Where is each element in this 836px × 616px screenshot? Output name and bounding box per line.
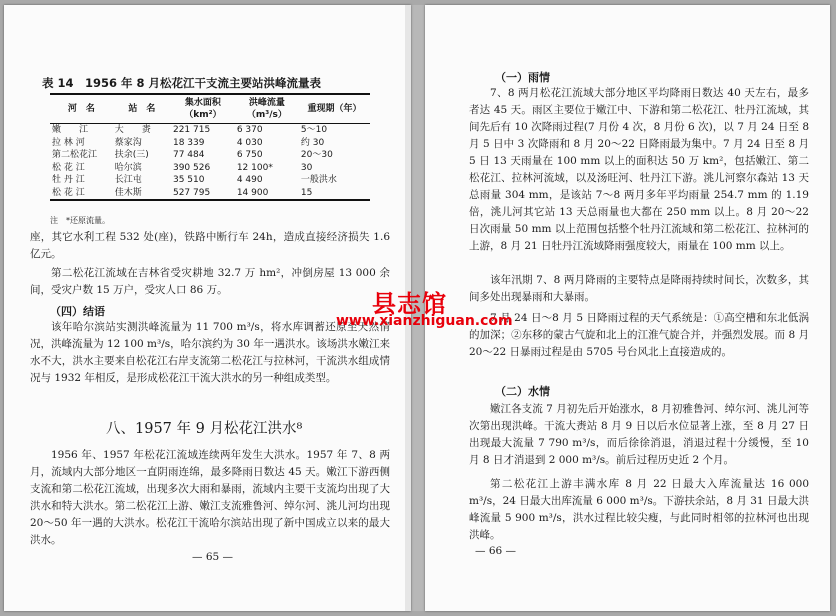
page-number: — 65 —: [192, 551, 234, 563]
table-cell: 77 484: [172, 150, 205, 160]
table-cell: 6 370: [236, 125, 263, 135]
table-cell: 约 30: [300, 137, 325, 148]
col-header: 重现期（年）: [299, 94, 370, 124]
section-heading: （四）结语: [50, 305, 105, 318]
table-cell: 蔡家沟: [114, 137, 142, 148]
table-cell: 527 795: [171, 187, 235, 201]
table-cell: 拉 林 河: [52, 137, 85, 148]
section-heading: （一）雨情: [495, 71, 550, 84]
body-paragraph: 座，其它水利工程 532 处(座)，铁路中断行车 24h，造成直接经济损失 1.6 亿元。: [30, 231, 390, 260]
body-paragraph: 该年哈尔滨站实测洪峰流量为 11 700 m³/s，将水库调蓄还原至天然情况，洪峰流量为 12 100 m³/s，哈尔滨约为 30 年一遇洪水。该场洪水嫩江来水不大，洪水主要来自松花江右岸支流第二松花江与拉林河，干流洪水组成情况与 1932 年相反，是形成松花江干流大洪水的另一种组成类型。: [30, 321, 390, 384]
table-cell: 4 490: [236, 175, 263, 185]
table-cell: 4 030: [236, 137, 263, 148]
section-heading: （二）水情: [495, 385, 550, 398]
col-header: 站 名: [113, 94, 171, 124]
body-paragraph: 7、8 两月松花江流域大部分地区平均降雨日数达 40 天左右，最多者达 45 天。雨区主要位于嫩江中、下游和第二松花江、牡丹江流域，其间先后有 10 次降雨过程(7 月份 4 次，8 月份 6 次)，以 7 月 24 日至 8 月 5 日中 3 次降雨和 8 月 20～22 日降雨最为集中。7 月 24 日至 8 月 5 日 13 天雨量在 100 mm 以上的面积达 50 万 km²，包括嫩江、第二松花江、拉林河流域，以及汤旺河、牡丹江下游。洮儿河察尔森站 13 天总雨量 304 mm，是该站 7～8 两月多年平均雨量 254.7 mm 的 1.19 倍，洮儿河其它站 13 天总雨量也大都在 250 mm 以上。8 月 20～22 日次雨量 50 mm 以上范围包括整个牡丹江流域和第二松花江、拉林河的上游，8 月 21 日牡丹江流域降雨强度较大，雨量在 100 mm 以上。: [469, 87, 809, 252]
table-cell: 哈尔滨: [114, 162, 142, 173]
chapter-heading: 八、1957 年 9 月松花江洪水⁸: [106, 421, 303, 437]
table-cell: 佳木斯: [113, 187, 171, 201]
table-note: 注 *还原流量。: [50, 216, 110, 225]
table-cell: 6 750: [236, 150, 263, 160]
body-paragraph: 第二松花江流域在吉林省受灾耕地 32.7 万 hm²，冲倒房屋 13 000 余间，受灾户数 15 万户，受灾人口 86 万。: [30, 267, 390, 296]
table-cell: 一般洪水: [300, 175, 337, 185]
table-cell: 14 900: [235, 187, 299, 201]
table-cell: 221 715: [172, 125, 211, 135]
table-cell: 扶余(三): [114, 150, 149, 160]
table-cell: 大 赉: [114, 125, 151, 135]
page-number: — 66 —: [475, 545, 517, 557]
col-header: 集水面积（km²）: [171, 94, 235, 124]
body-paragraph: 嫩江各支流 7 月初先后开始涨水，8 月初雅鲁河、绰尔河、洮儿河等次第出现洪峰。干流大赉站 8 月 9 日以后水位显著上涨，至 8 月 27 日出现最大流量 7 790 m³/s，而后徐徐消退，消退过程十分缓慢，至 10 月 8 日才消退到 2 000 m³/s。前后过程历史近 2 个月。: [469, 403, 809, 466]
table-cell: 松 花 江: [50, 187, 113, 201]
table-cell: 35 510: [172, 175, 205, 185]
table-cell: 长江屯: [114, 175, 142, 185]
body-paragraph: 该年汛期 7、8 两月降雨的主要特点是降雨持续时间长，次数多，其间多处出现暴雨和大暴雨。: [469, 274, 809, 303]
table-cell: 18 339: [172, 137, 205, 148]
table-cell: 牡 丹 江: [52, 175, 85, 185]
table-cell: 15: [299, 187, 370, 201]
watermark-title: 县志馆: [372, 290, 447, 318]
table-cell: 松 花 江: [52, 162, 85, 173]
col-header: 洪峰流量（m³/s）: [235, 94, 299, 124]
table-cell: 嫩 江: [52, 125, 89, 135]
table-cell: 20～30: [300, 150, 333, 160]
col-header: 河 名: [50, 94, 113, 124]
table-cell: 390 526: [172, 162, 211, 173]
watermark-url: www.xianzhiguan.com: [336, 313, 513, 329]
table-title: 表 14 1956 年 8 月松花江干支流主要站洪峰流量表: [42, 76, 322, 90]
table-cell: 5～10: [300, 125, 328, 135]
table-cell: 30: [300, 162, 313, 173]
body-paragraph: 第二松花江上游丰满水库 8 月 22 日最大入库流量达 16 000 m³/s，24 日最大出库流量 6 000 m³/s。下游扶余站，8 月 31 日最大洪峰流量 5 900 m³/s，洪水过程比较尖瘦，与此同时相邻的拉林河也出现洪峰。: [469, 478, 809, 541]
body-paragraph: 7 月 24 日～8 月 5 日降雨过程的天气系统是：①高空槽和东北低涡的加深；②东移的蒙古气旋和北上的江淮气旋合并，并强烈发展。而 8 月 20～22 日暴雨过程是由 5705 号台风北上直接造成的。: [469, 312, 809, 358]
table-cell: 12 100*: [236, 162, 273, 173]
body-paragraph: 1956 年、1957 年松花江流域连续两年发生大洪水。1957 年 7、8 两月，流域内大部分地区一直阴雨连绵，最多降雨日数达 45 天。嫩江下游西侧支流和第二松花江流域，出现多次大雨和暴雨，流域内主要干支流均出现了大洪水和特大洪水。第二松花江上游、嫩江支流雅鲁河、绰尔河、洮儿河均出现 20～50 年一遇的大洪水。松花江干流哈尔滨站出现了新中国成立以来的最大洪水。: [30, 449, 390, 546]
table-cell: 第二松花江: [52, 150, 98, 160]
